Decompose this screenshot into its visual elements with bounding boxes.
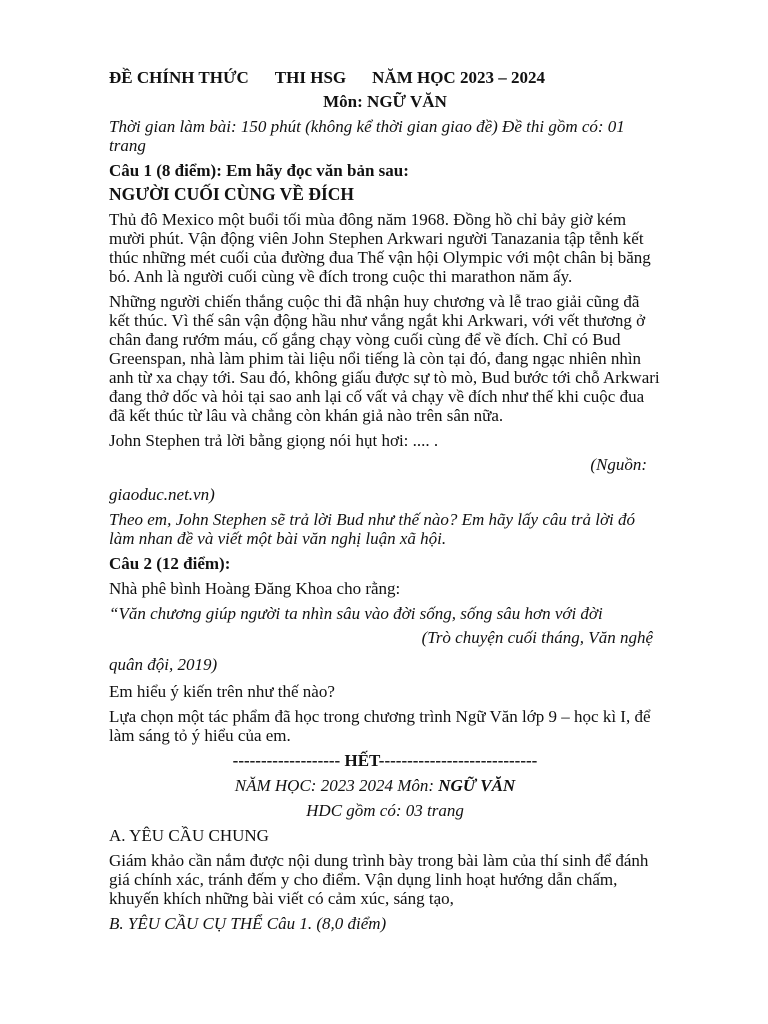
story-title: NGƯỜI CUỐI CÙNG VỀ ĐÍCH	[109, 184, 355, 204]
question-2-ask: Em hiểu ý kiến trên như thế nào?	[109, 682, 335, 701]
exam-document	[109, 68, 661, 939]
end-marker: ------------------- HẾT----------------------------	[232, 751, 538, 770]
section-a-heading: A. YÊU CẦU CHUNG	[109, 826, 269, 845]
source-line-1: (Nguồn:	[590, 455, 647, 474]
duration-note: Thời gian làm bài: 150 phút (không kể thời gian giao đề) Đề thi gồm có: 01 trang	[109, 117, 625, 155]
critic-quote: “Văn chương giúp người ta nhìn sâu vào đời sống, sống sâu hơn với đời	[109, 604, 603, 623]
guide-year-label: NĂM HỌC: 2023 2024 Môn:	[234, 776, 439, 795]
question-2-task: Lựa chọn một tác phẩm đã học trong chương trình Ngữ Văn lớp 9 – học kì I, để làm sáng tỏ ý hiểu của em.	[109, 707, 651, 745]
school-year: NĂM HỌC 2023 – 2024	[372, 68, 545, 87]
question-2-intro: Nhà phê bình Hoàng Đăng Khoa cho rằng:	[109, 579, 401, 598]
question-1-heading: Câu 1 (8 điểm): Em hãy đọc văn bản sau:	[109, 161, 409, 180]
guide-subject-label: NGỮ VĂN	[438, 776, 516, 795]
question-2-heading: Câu 2 (12 điểm):	[109, 554, 231, 573]
source-line-2: giaoduc.net.vn)	[109, 485, 215, 504]
section-b-heading: B. YÊU CẦU CỤ THỂ Câu 1. (8,0 điểm)	[109, 914, 387, 933]
guide-year-subject	[109, 776, 661, 795]
exam-label: THI HSG	[274, 68, 347, 87]
guide-page-count: HDC gồm có: 03 trang	[306, 801, 464, 820]
exam-header-line	[109, 68, 661, 87]
general-requirements: Giám khảo cần nắm được nội dung trình bày trong bài làm của thí sinh để đánh giá chính xác, tránh đếm y cho điểm. Vận dụng linh hoạt hướng dẫn chấm, khuyến khích những bài viết có cảm xúc, sáng tạo,	[109, 851, 649, 908]
quote-citation-line-1: (Trò chuyện cuối tháng, Văn nghệ	[421, 628, 653, 647]
quote-citation-line-2: quân đội, 2019)	[109, 655, 218, 674]
official-label: ĐỀ CHÍNH THỨC	[109, 68, 249, 87]
question-1-task: Theo em, John Stephen sẽ trả lời Bud như thế nào? Em hãy lấy câu trả lời đó làm nhan đề và viết một bài văn nghị luận xã hội.	[109, 510, 636, 548]
story-paragraph-2: Những người chiến thắng cuộc thi đã nhận huy chương và lễ trao giải cũng đã kết thúc. Vì thế sân vận động hầu như vắng ngắt khi Arkwari, với vết thương ở chân đang rướm máu, cố gắng chạy vòng cuối cùng để về đích. Chỉ có Bud Greenspan, nhà làm phim tài liệu nổi tiếng là còn tại đó, đang ngạc nhiên nhìn anh từ xa chạy tới. Sau đó, không giấu được sự tò mò, Bud bước tới chỗ Arkwari đang thở dốc và hỏi tại sao anh lại cố vất vả chạy về đích như thế khi cuộc đua đã kết thúc từ lâu và chẳng còn khán giả nào trên sân nữa.	[109, 292, 660, 425]
subject-title: Môn: NGỮ VĂN	[323, 92, 447, 111]
story-paragraph-3: John Stephen trả lời bằng giọng nói hụt hơi: .... .	[109, 431, 439, 450]
story-paragraph-1: Thủ đô Mexico một buổi tối mùa đông năm 1968. Đồng hồ chỉ bảy giờ kém mười phút. Vận động viên John Stephen Arkwari người Tanazania tập tễnh kết thúc những mét cuối của đường đua Thế vận hội Olympic với một chân bị băng bó. Anh là người cuối cùng về đích trong cuộc thi marathon năm ấy.	[109, 210, 651, 286]
